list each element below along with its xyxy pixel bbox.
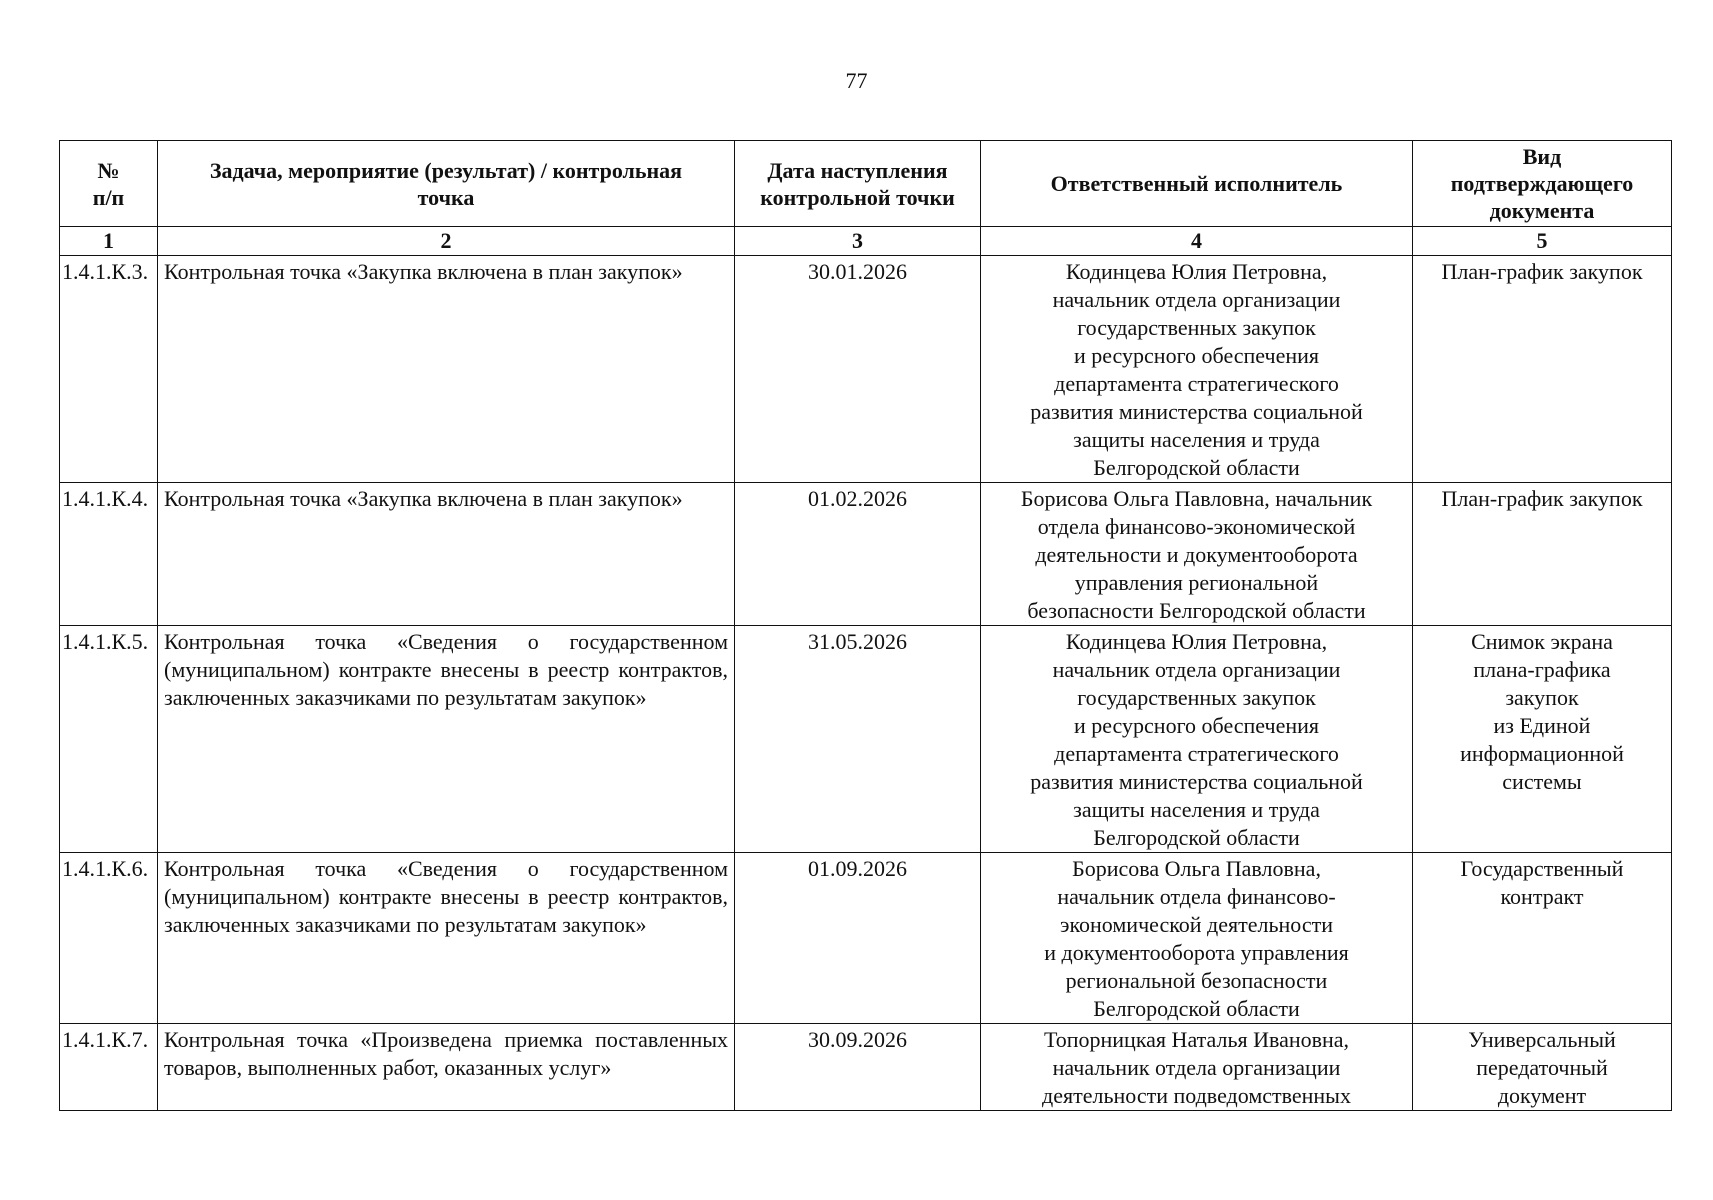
column-number: 4 [981,227,1413,256]
table-row [60,1024,1672,1111]
row-responsible: Борисова Ольга Павловна, начальник отдела финансово-экономической деятельности и документооборота управления региональной безопасности Белгородской области [981,483,1413,626]
row-date: 31.05.2026 [735,626,981,853]
table-row [60,483,1672,626]
row-number: 1.4.1.К.3. [60,256,158,483]
column-number: 1 [60,227,158,256]
row-number: 1.4.1.К.5. [60,626,158,853]
row-date: 30.01.2026 [735,256,981,483]
header-date: Дата наступления контрольной точки [735,141,981,227]
row-date: 01.02.2026 [735,483,981,626]
control-points-table [59,140,1672,1111]
table-header-row [60,141,1672,227]
row-responsible: Кодинцева Юлия Петровна, начальник отдела организации государственных закупок и ресурсного обеспечения департамента стратегического развития министерства социальной защиты населения и труда Белгородской области [981,256,1413,483]
column-number: 3 [735,227,981,256]
row-number: 1.4.1.К.4. [60,483,158,626]
row-task: Контрольная точка «Сведения о государственном (муниципальном) контракте внесены в реестр контрактов, заключенных заказчиками по результатам закупок» [158,626,735,853]
row-date: 30.09.2026 [735,1024,981,1111]
row-task: Контрольная точка «Сведения о государственном (муниципальном) контракте внесены в реестр контрактов, заключенных заказчиками по результатам закупок» [158,853,735,1024]
page-number: 77 [845,68,868,93]
row-number: 1.4.1.К.6. [60,853,158,1024]
header-responsible: Ответственный исполнитель [981,141,1413,227]
row-document: Универсальный передаточный документ [1413,1024,1672,1111]
row-responsible: Борисова Ольга Павловна, начальник отдела финансово- экономической деятельности и документооборота управления региональной безопасности Белгородской области [981,853,1413,1024]
row-document: План-график закупок [1413,256,1672,483]
header-task: Задача, мероприятие (результат) / контрольная точка [158,141,735,227]
row-date: 01.09.2026 [735,853,981,1024]
row-document: Снимок экрана плана-графика закупок из Единой информационной системы [1413,626,1672,853]
table-row [60,626,1672,853]
row-document: План-график закупок [1413,483,1672,626]
header-number: № п/п [60,141,158,227]
table-row [60,256,1672,483]
row-responsible: Топорницкая Наталья Ивановна, начальник отдела организации деятельности подведомственных [981,1024,1413,1111]
column-number: 2 [158,227,735,256]
row-task: Контрольная точка «Произведена приемка поставленных товаров, выполненных работ, оказанных услуг» [158,1024,735,1111]
column-number-row [60,227,1672,256]
header-document: Вид подтверждающего документа [1413,141,1672,227]
row-responsible: Кодинцева Юлия Петровна, начальник отдела организации государственных закупок и ресурсного обеспечения департамента стратегического развития министерства социальной защиты населения и труда Белгородской области [981,626,1413,853]
table-row [60,853,1672,1024]
row-document: Государственный контракт [1413,853,1672,1024]
row-number: 1.4.1.К.7. [60,1024,158,1111]
row-task: Контрольная точка «Закупка включена в план закупок» [158,483,735,626]
row-task: Контрольная точка «Закупка включена в план закупок» [158,256,735,483]
column-number: 5 [1413,227,1672,256]
